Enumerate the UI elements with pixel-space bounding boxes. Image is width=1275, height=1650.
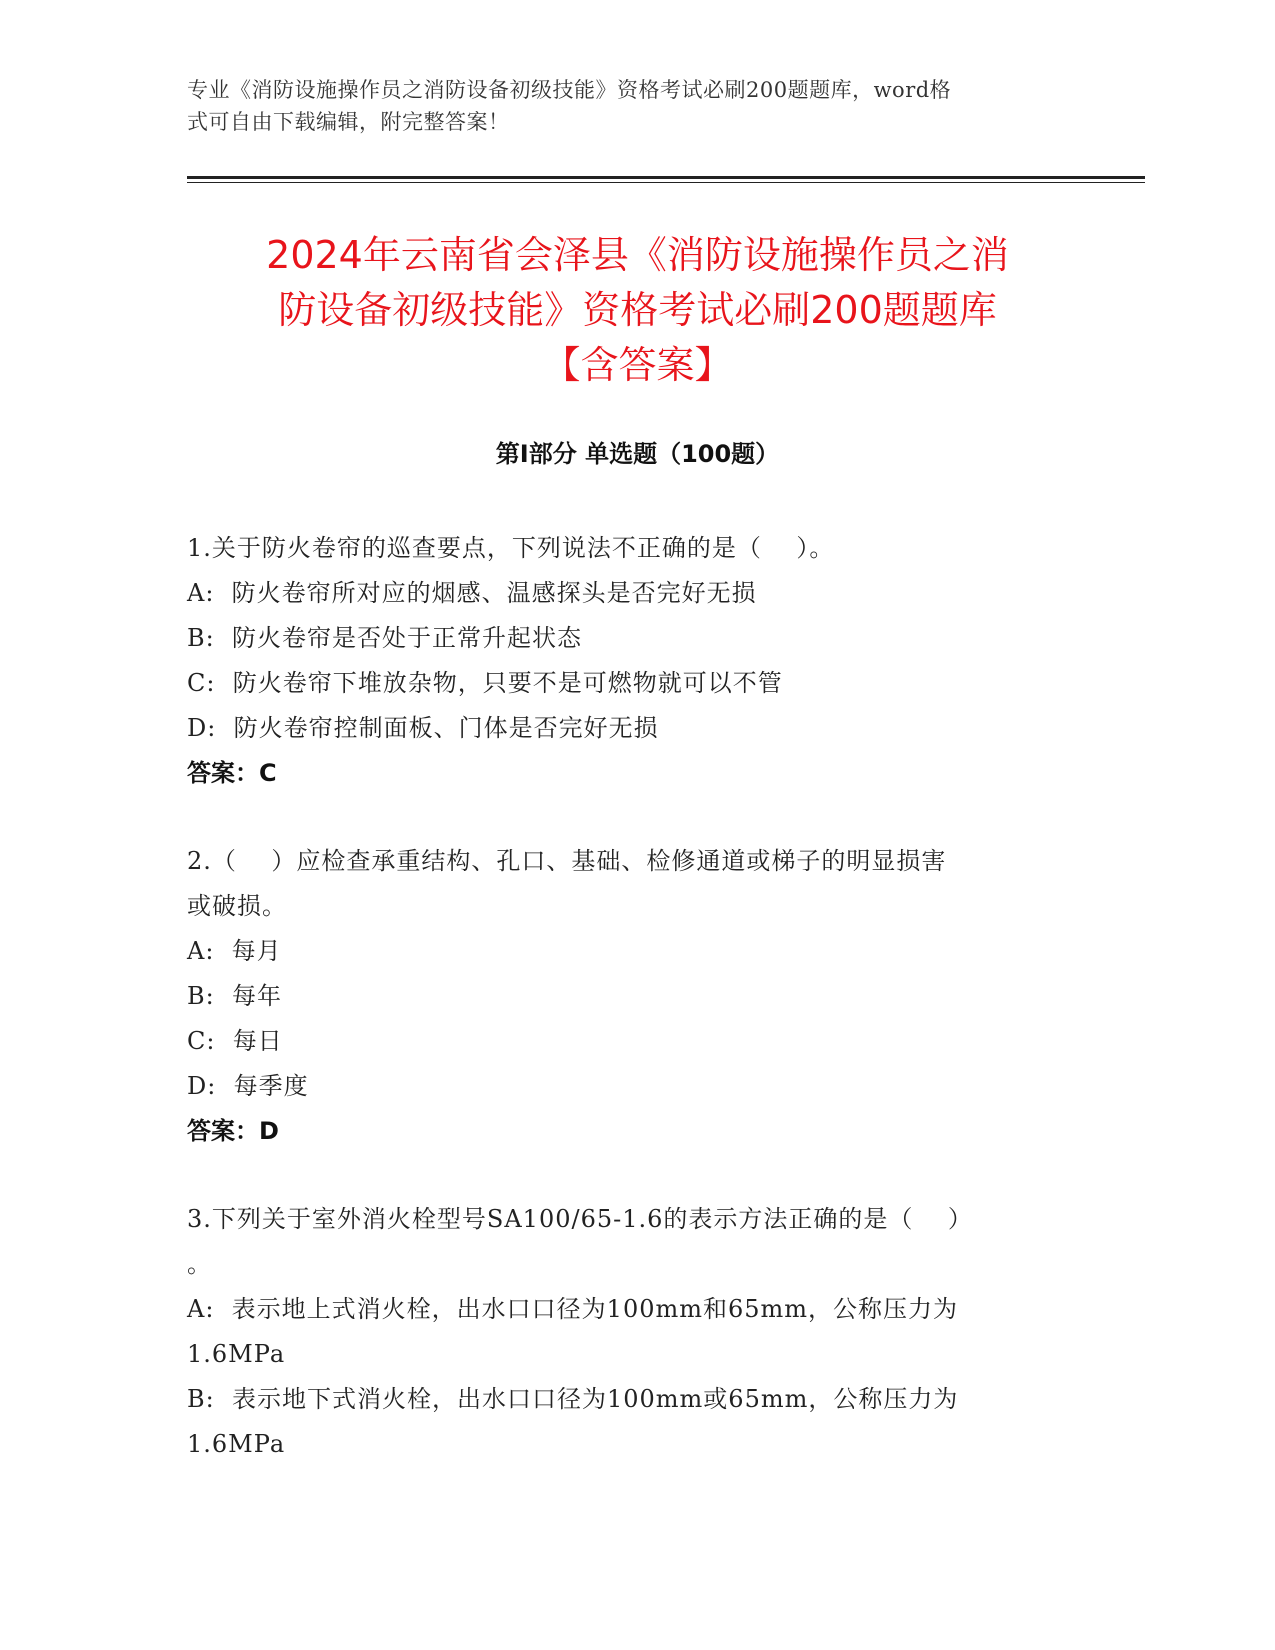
document-title-line-1: 2024年云南省会泽县《消防设施操作员之消: [266, 233, 1009, 277]
section-heading: 第Ⅰ部分 单选题（100题）: [495, 440, 780, 468]
header-note: [187, 74, 1087, 138]
option-a-continued: 1.6MPa: [187, 1340, 286, 1368]
question-item: [187, 526, 1067, 796]
option-b: B: 表示地下式消火栓，出水口口径为100mm或65mm，公称压力为: [187, 1385, 959, 1413]
option-a: A: 表示地上式消火栓，出水口口径为100mm和65mm，公称压力为: [187, 1295, 959, 1323]
answer-line: 答案：C: [187, 759, 277, 787]
question-stem-continued: 或破损。: [187, 892, 287, 920]
option-d: D: 防火卷帘控制面板、门体是否完好无损: [187, 714, 659, 742]
question-item: [187, 839, 1067, 1154]
document-title-line-3: 【含答案】: [542, 343, 733, 387]
option-b-continued: 1.6MPa: [187, 1430, 286, 1458]
question-stem: 3.下列关于室外消火栓型号SA100/65-1.6的表示方法正确的是（ ）: [187, 1205, 973, 1233]
header-divider-thin: [187, 182, 1145, 183]
question-item: [187, 1197, 1067, 1467]
answer-line: 答案：D: [187, 1117, 279, 1145]
document-title-line-2: 防设备初级技能》资格考试必刷200题题库: [278, 288, 997, 332]
option-d: D: 每季度: [187, 1072, 309, 1100]
option-c: C: 防火卷帘下堆放杂物，只要不是可燃物就可以不管: [187, 669, 783, 697]
document-title: [150, 228, 1125, 393]
option-a: A: 每月: [187, 937, 282, 965]
header-divider-thick: [187, 176, 1145, 179]
option-a: A: 防火卷帘所对应的烟感、温感探头是否完好无损: [187, 579, 757, 607]
question-list: [187, 526, 1067, 1510]
header-note-line-2: 式可自由下载编辑，附完整答案！: [187, 110, 510, 134]
question-stem: 1.关于防火卷帘的巡查要点，下列说法不正确的是（ ）。: [187, 534, 835, 562]
option-b: B: 防火卷帘是否处于正常升起状态: [187, 624, 582, 652]
option-c: C: 每日: [187, 1027, 283, 1055]
header-note-line-1: 专业《消防设施操作员之消防设备初级技能》资格考试必刷200题题库，word格: [187, 78, 952, 102]
question-stem-continued: 。: [187, 1250, 212, 1278]
option-b: B: 每年: [187, 982, 282, 1010]
question-stem: 2.（ ）应检查承重结构、孔口、基础、检修通道或梯子的明显损害: [187, 847, 947, 875]
